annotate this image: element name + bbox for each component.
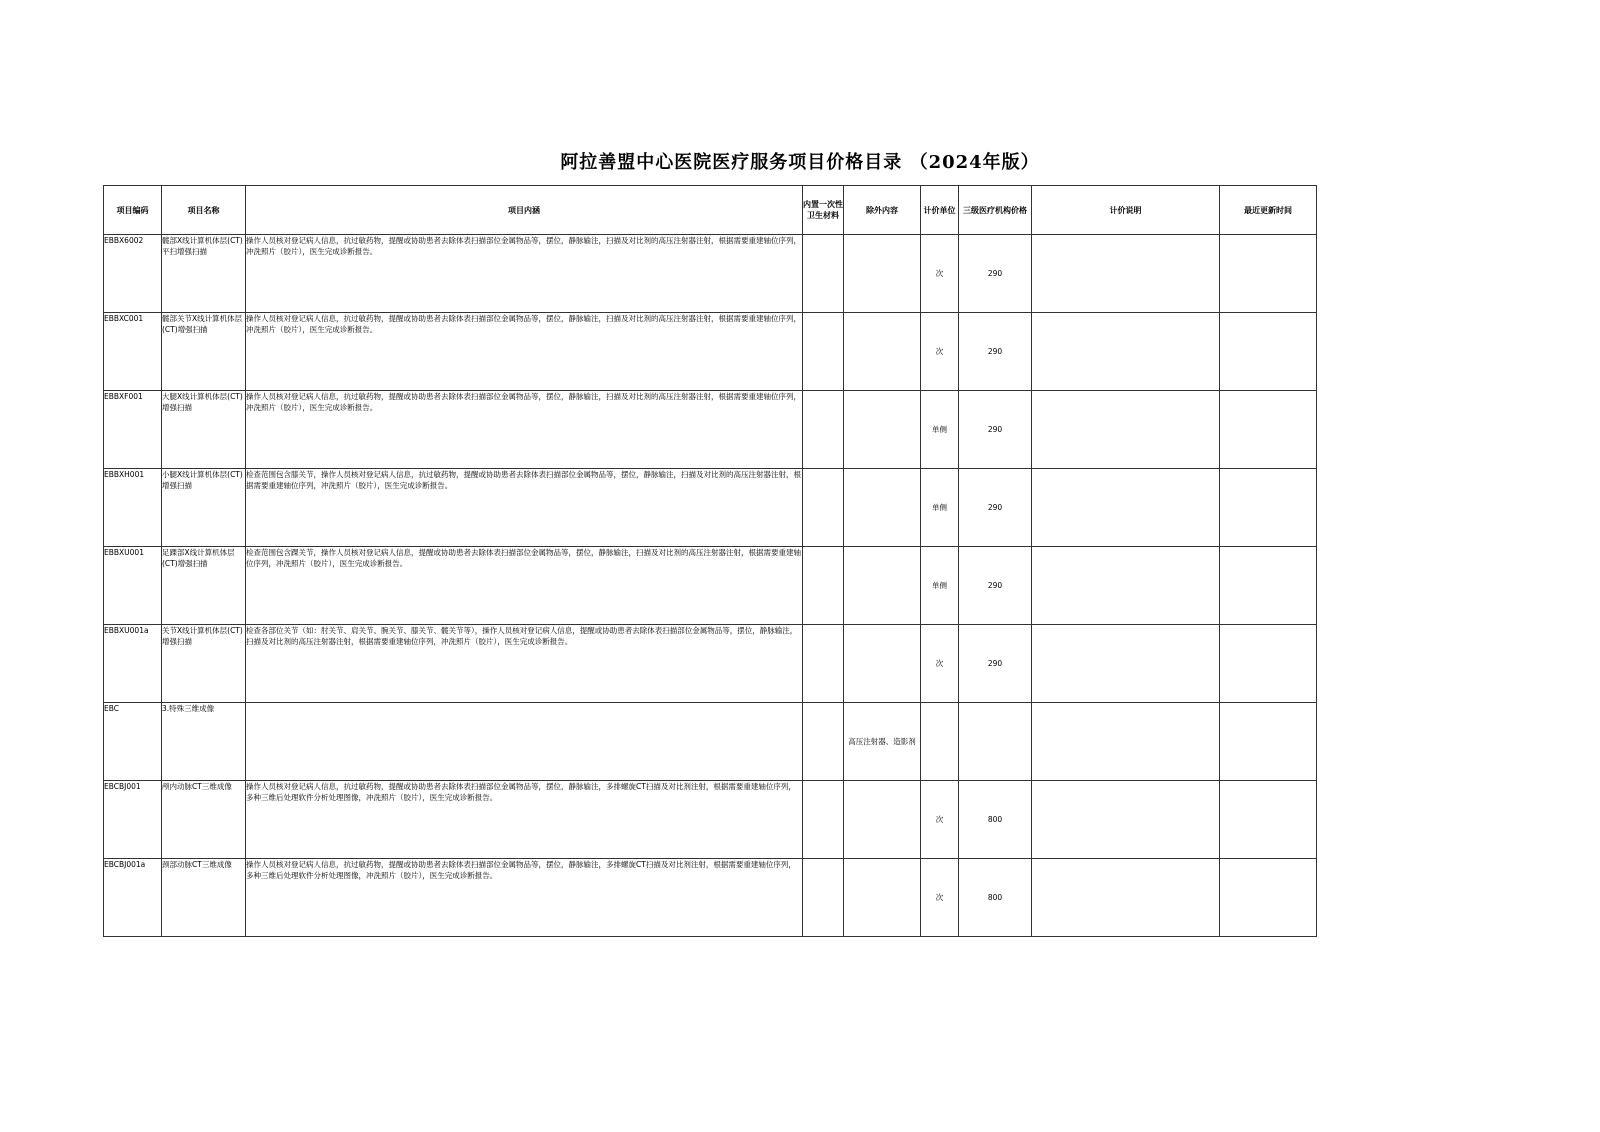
table-row bbox=[104, 625, 1317, 703]
cell-unit: 单侧 bbox=[921, 469, 959, 547]
table-row bbox=[104, 703, 1317, 781]
cell-content bbox=[246, 703, 803, 781]
cell-code: EBBXC001 bbox=[104, 313, 162, 391]
cell-content: 检查范围包含踝关节，操作人员核对登记病人信息，提醒或协助患者去除体表扫描部位金属物品等，摆位，静脉输注，扫描及对比剂的高压注射器注射，根据需要重建轴位序列，冲洗照片（胶片），医生完成诊断报告。 bbox=[246, 547, 803, 625]
cell-disposable bbox=[803, 781, 844, 859]
cell-updated bbox=[1220, 547, 1317, 625]
cell-updated bbox=[1220, 859, 1317, 937]
cell-name: 足踝部X线计算机体层(CT)增强扫描 bbox=[162, 547, 246, 625]
cell-price bbox=[959, 703, 1032, 781]
cell-note bbox=[1032, 625, 1220, 703]
cell-note bbox=[1032, 469, 1220, 547]
cell-name: 小腿X线计算机体层(CT)增强扫描 bbox=[162, 469, 246, 547]
cell-disposable bbox=[803, 235, 844, 313]
cell-note bbox=[1032, 235, 1220, 313]
cell-updated bbox=[1220, 391, 1317, 469]
cell-name: 颅内动脉CT三维成像 bbox=[162, 781, 246, 859]
table-row bbox=[104, 313, 1317, 391]
cell-updated bbox=[1220, 625, 1317, 703]
cell-unit: 次 bbox=[921, 625, 959, 703]
cell-content: 操作人员核对登记病人信息，抗过敏药物，提醒或协助患者去除体表扫描部位金属物品等，摆位，静脉输注，多排螺旋CT扫描及对比剂注射，根据需要重建轴位序列，多种三维后处理软件分析处理图像，冲洗照片（胶片），医生完成诊断报告。 bbox=[246, 859, 803, 937]
cell-content: 操作人员核对登记病人信息，抗过敏药物，提醒或协助患者去除体表扫描部位金属物品等，摆位，静脉输注，扫描及对比剂的高压注射器注射，根据需要重建轴位序列，冲洗照片（胶片），医生完成诊断报告。 bbox=[246, 235, 803, 313]
cell-note bbox=[1032, 547, 1220, 625]
cell-note bbox=[1032, 703, 1220, 781]
cell-code: EBBX6002 bbox=[104, 235, 162, 313]
cell-updated bbox=[1220, 313, 1317, 391]
cell-updated bbox=[1220, 703, 1317, 781]
cell-unit: 次 bbox=[921, 859, 959, 937]
cell-unit bbox=[921, 703, 959, 781]
cell-name: 髋部关节X线计算机体层(CT)增强扫描 bbox=[162, 313, 246, 391]
cell-code: EBBXU001a bbox=[104, 625, 162, 703]
cell-disposable bbox=[803, 625, 844, 703]
cell-name: 颈部动脉CT三维成像 bbox=[162, 859, 246, 937]
cell-exclusions bbox=[844, 469, 921, 547]
cell-content: 操作人员核对登记病人信息，抗过敏药物，提醒或协助患者去除体表扫描部位金属物品等，摆位，静脉输注，扫描及对比剂的高压注射器注射，根据需要重建轴位序列，冲洗照片（胶片），医生完成诊断报告。 bbox=[246, 313, 803, 391]
cell-price: 290 bbox=[959, 625, 1032, 703]
cell-updated bbox=[1220, 781, 1317, 859]
table-row bbox=[104, 391, 1317, 469]
cell-code: EBBXH001 bbox=[104, 469, 162, 547]
cell-unit: 次 bbox=[921, 313, 959, 391]
cell-note bbox=[1032, 313, 1220, 391]
cell-name: 髋部X线计算机体层(CT)平扫增强扫描 bbox=[162, 235, 246, 313]
cell-disposable bbox=[803, 391, 844, 469]
cell-note bbox=[1032, 391, 1220, 469]
cell-disposable bbox=[803, 469, 844, 547]
header-content: 项目内涵 bbox=[246, 186, 803, 235]
cell-content: 操作人员核对登记病人信息，抗过敏药物，提醒或协助患者去除体表扫描部位金属物品等，摆位，静脉输注，扫描及对比剂的高压注射器注射，根据需要重建轴位序列，冲洗照片（胶片），医生完成诊断报告。 bbox=[246, 391, 803, 469]
cell-code: EBCBJ001 bbox=[104, 781, 162, 859]
cell-disposable bbox=[803, 547, 844, 625]
cell-price: 290 bbox=[959, 391, 1032, 469]
header-code: 项目编码 bbox=[104, 186, 162, 235]
cell-price: 800 bbox=[959, 859, 1032, 937]
cell-content: 检查范围包含膝关节，操作人员核对登记病人信息，抗过敏药物，提醒或协助患者去除体表扫描部位金属物品等，摆位，静脉输注，扫描及对比剂的高压注射器注射，根据需要重建轴位序列，冲洗照片（胶片），医生完成诊断报告。 bbox=[246, 469, 803, 547]
header-name: 项目名称 bbox=[162, 186, 246, 235]
cell-exclusions bbox=[844, 313, 921, 391]
document-title: 阿拉善盟中心医院医疗服务项目价格目录 （2024年版） bbox=[560, 152, 1040, 173]
cell-code: EBCBJ001a bbox=[104, 859, 162, 937]
cell-unit: 次 bbox=[921, 235, 959, 313]
table-row bbox=[104, 781, 1317, 859]
cell-price: 290 bbox=[959, 547, 1032, 625]
header-exclusions: 除外内容 bbox=[844, 186, 921, 235]
header-disposable: 内置一次性卫生材料 bbox=[803, 186, 844, 235]
cell-code: EBBXU001 bbox=[104, 547, 162, 625]
header-note: 计价说明 bbox=[1032, 186, 1220, 235]
cell-exclusions bbox=[844, 391, 921, 469]
cell-code: EBBXF001 bbox=[104, 391, 162, 469]
cell-updated bbox=[1220, 235, 1317, 313]
cell-disposable bbox=[803, 703, 844, 781]
cell-name: 大腿X线计算机体层(CT)增强扫描 bbox=[162, 391, 246, 469]
price-table bbox=[103, 185, 1317, 937]
cell-content: 检查各部位关节（如：肘关节、肩关节、腕关节、膝关节、髋关节等），操作人员核对登记病人信息，提醒或协助患者去除体表扫描部位金属物品等，摆位，静脉输注，扫描及对比剂的高压注射器注射，根据需要重建轴位序列，冲洗照片（胶片），医生完成诊断报告。 bbox=[246, 625, 803, 703]
cell-content: 操作人员核对登记病人信息，抗过敏药物，提醒或协助患者去除体表扫描部位金属物品等，摆位，静脉输注，多排螺旋CT扫描及对比剂注射，根据需要重建轴位序列，多种三维后处理软件分析处理图像，冲洗照片（胶片），医生完成诊断报告。 bbox=[246, 781, 803, 859]
cell-exclusions: 高压注射器、造影剂 bbox=[844, 703, 921, 781]
cell-price: 800 bbox=[959, 781, 1032, 859]
cell-exclusions bbox=[844, 625, 921, 703]
table-row bbox=[104, 235, 1317, 313]
table-row bbox=[104, 469, 1317, 547]
table-row bbox=[104, 547, 1317, 625]
header-unit: 计价单位 bbox=[921, 186, 959, 235]
cell-exclusions bbox=[844, 235, 921, 313]
cell-price: 290 bbox=[959, 313, 1032, 391]
header-price: 三级医疗机构价格 bbox=[959, 186, 1032, 235]
cell-unit: 次 bbox=[921, 781, 959, 859]
cell-price: 290 bbox=[959, 469, 1032, 547]
cell-code: EBC bbox=[104, 703, 162, 781]
cell-unit: 单侧 bbox=[921, 391, 959, 469]
cell-note bbox=[1032, 859, 1220, 937]
cell-name: 3.特殊三维成像 bbox=[162, 703, 246, 781]
table-row bbox=[104, 859, 1317, 937]
cell-exclusions bbox=[844, 859, 921, 937]
cell-price: 290 bbox=[959, 235, 1032, 313]
cell-name: 关节X线计算机体层(CT)增强扫描 bbox=[162, 625, 246, 703]
cell-exclusions bbox=[844, 547, 921, 625]
cell-exclusions bbox=[844, 781, 921, 859]
cell-disposable bbox=[803, 859, 844, 937]
cell-unit: 单侧 bbox=[921, 547, 959, 625]
cell-disposable bbox=[803, 313, 844, 391]
cell-updated bbox=[1220, 469, 1317, 547]
header-updated: 最近更新时间 bbox=[1220, 186, 1317, 235]
cell-note bbox=[1032, 781, 1220, 859]
table-header-row bbox=[104, 186, 1317, 235]
